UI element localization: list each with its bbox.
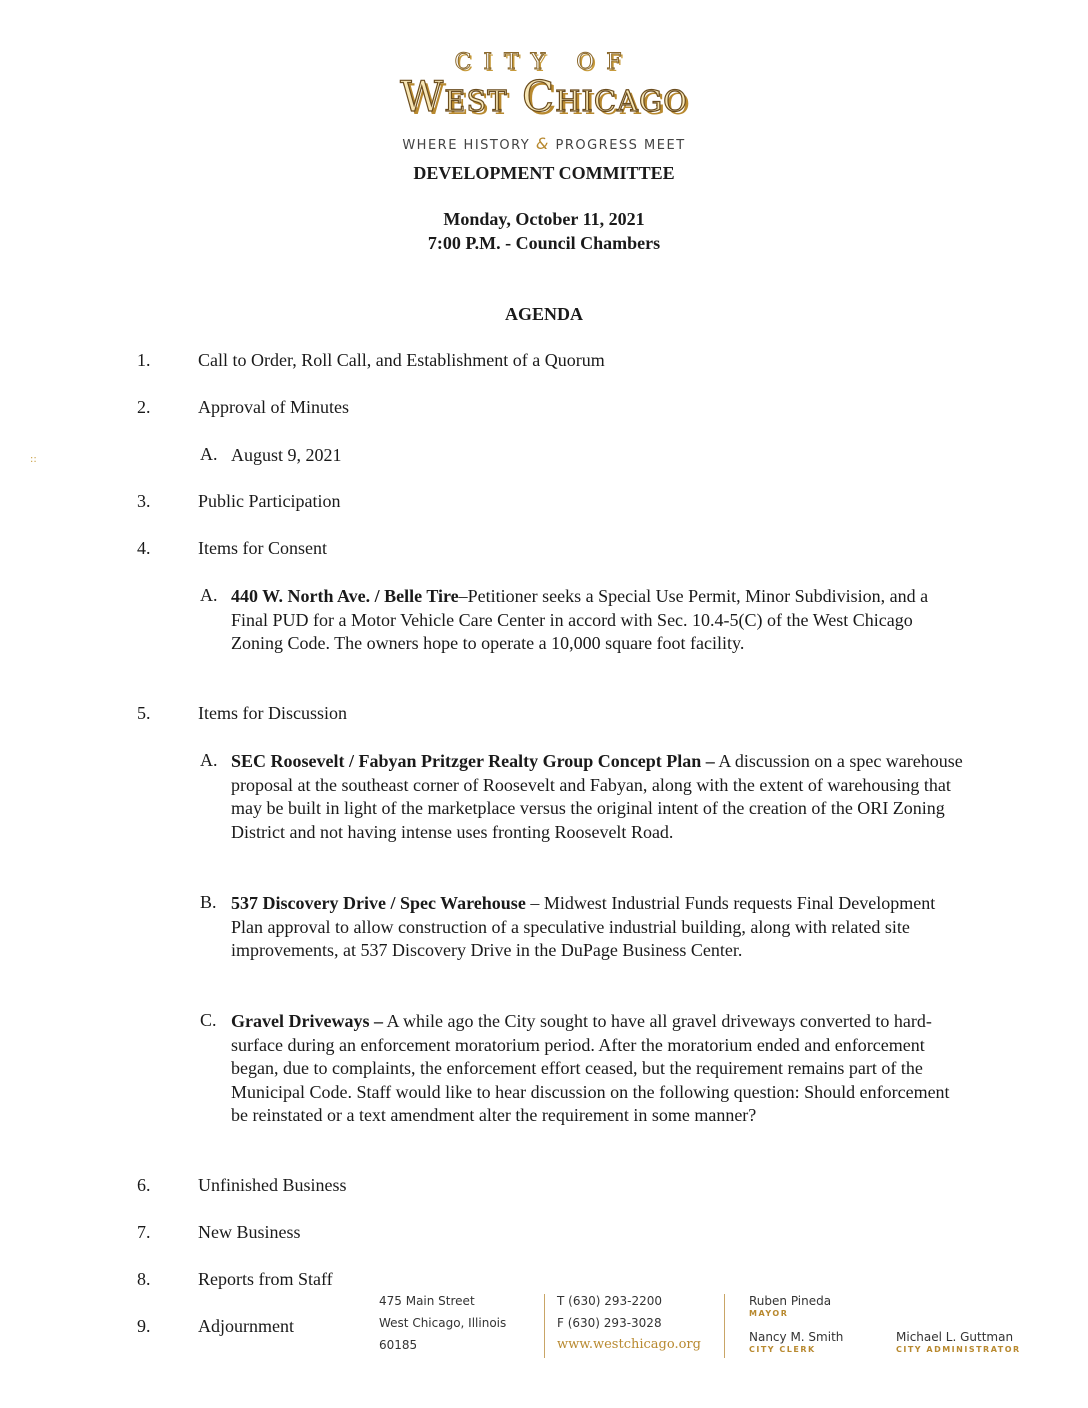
item-2a-letter: A. [200,444,218,464]
footer-clerk [749,1329,843,1354]
item-6-label: Unfinished Business [198,1175,347,1195]
item-2-number: 2. [137,397,151,417]
committee-title: DEVELOPMENT COMMITTEE [413,163,675,183]
footer-address-line-3: 60185 [379,1338,418,1352]
footer-address-line-1: 475 Main Street [379,1294,475,1308]
item-5b-letter: B. [200,892,217,912]
footer-address-line-2: West Chicago, Illinois [379,1316,507,1330]
footer-administrator [896,1329,1021,1354]
meeting-time-location: 7:00 P.M. - Council Chambers [427,233,661,253]
item-8-number: 8. [137,1269,151,1289]
item-5-label: Items for Discussion [198,703,347,723]
item-8-label: Reports from Staff [198,1269,333,1289]
item-5c-description: A while ago the City sought to have all gravel driveways converted to hard-surface during an enforcement moratorium period. After the moratorium ended and enforcement began, due to complaints, the enforcement effort ceased, but the requirement remains part of the Municipal Code. Staff would like to hear discussion on the following question: Should enforcement be reinstated or a text amendment alter the requirement in some manner? [231,1011,950,1125]
item-7-number: 7. [137,1222,151,1242]
item-9-label: Adjournment [198,1316,294,1336]
tagline-ampersand: & [535,134,550,153]
item-5a-letter: A. [200,750,218,770]
item-5a-title: SEC Roosevelt / Fabyan Pritzger Realty Group Concept Plan – [231,751,715,771]
item-9-number: 9. [137,1316,151,1336]
item-3-number: 3. [137,491,151,511]
tagline [0,134,1088,153]
item-7-label: New Business [198,1222,301,1242]
item-4-label: Items for Consent [198,538,327,558]
item-1-label: Call to Order, Roll Call, and Establishment of a Quorum [198,350,605,370]
footer-divider-2 [724,1294,725,1358]
agenda-heading: AGENDA [504,304,583,324]
tagline-left: WHERE HISTORY [402,138,531,153]
administrator-title: CITY ADMINISTRATOR [896,1345,1021,1354]
item-5-number: 5. [137,703,151,723]
item-2a-label: August 9, 2021 [231,445,342,465]
item-1-number: 1. [137,350,151,370]
footer-divider-1 [544,1294,545,1358]
item-5b-description: – Midwest Industrial Funds requests Final Development Plan approval to allow construction of a speculative industrial building, along with related site improvements, at 537 Discovery Drive in the DuPage Business Center. [231,893,936,960]
item-2-label: Approval of Minutes [198,397,349,417]
logo-west-chicago: West Chicago [400,72,688,121]
item-4a-title: 440 W. North Ave. / Belle Tire [231,586,459,606]
footer-contact [557,1290,701,1356]
footer-phone: T (630) 293-2200 [557,1294,662,1308]
item-5a-description: A discussion on a spec warehouse proposal at the southeast corner of Roosevelt and Fabyan, along with the extent of warehousing that may be built in light of the marketplace versus the original intent of the creation of the ORI Zoning District and not having intense uses fronting Roosevelt Road. [231,751,963,842]
footer-mayor [749,1293,831,1318]
footer-address [379,1290,506,1356]
item-4-number: 4. [137,538,151,558]
logo-city-of: CITY OF [454,50,634,75]
clerk-title: CITY CLERK [749,1345,816,1354]
tagline-right: PROGRESS MEET [555,138,686,153]
item-5c-text [231,1010,966,1128]
item-4a-description: –Petitioner seeks a Special Use Permit, Minor Subdivision, and a Final PUD for a Motor Vehicle Care Center in accord with Sec. 10.4-5(C) of the West Chicago Zoning Code. The owners hope to operate a 10,000 square foot facility. [231,586,929,653]
administrator-name: Michael L. Guttman [896,1330,1014,1344]
item-5b-text [231,892,966,963]
clerk-name: Nancy M. Smith [749,1330,844,1344]
item-5b-title: 537 Discovery Drive / Spec Warehouse [231,893,526,913]
mayor-title: MAYOR [749,1309,789,1318]
item-4a-text [231,585,966,656]
footer-website-link[interactable]: www.westchicago.org [557,1337,701,1352]
item-5a-text [231,750,966,844]
mayor-name: Ruben Pineda [749,1294,832,1308]
item-4a-letter: A. [200,585,218,605]
item-5c-letter: C. [200,1010,217,1030]
item-5c-title: Gravel Driveways – [231,1011,383,1031]
footer-fax: F (630) 293-3028 [557,1316,662,1330]
item-3-label: Public Participation [198,491,341,511]
item-6-number: 6. [137,1175,151,1195]
meeting-date: Monday, October 11, 2021 [443,209,645,229]
margin-mark: :: [30,454,37,465]
